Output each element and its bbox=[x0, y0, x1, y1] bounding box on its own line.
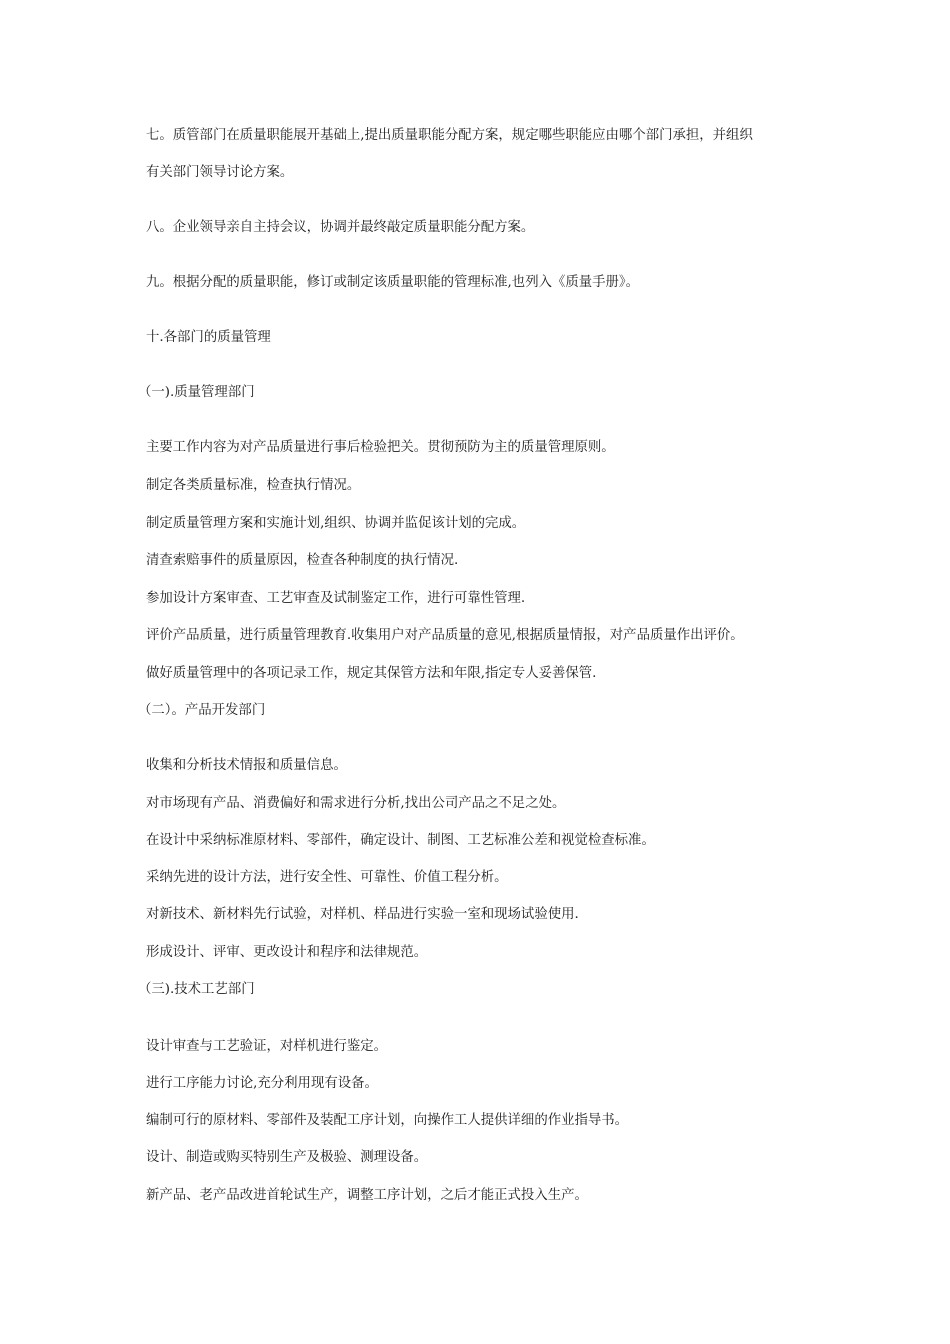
paragraph-10-heading: 十.各部门的质量管理 bbox=[146, 330, 271, 345]
section-1-item: 清查索赔事件的质量原因，检查各种制度的执行情况. bbox=[146, 553, 459, 568]
paragraph-7-line-1: 七。质管部门在质量职能展开基础上,提出质量职能分配方案，规定哪些职能应由哪个部门承担，并组织 bbox=[146, 128, 753, 143]
section-2-item: 形成设计、评审、更改设计和程序和法律规范。 bbox=[146, 945, 428, 960]
section-3-item: 编制可行的原材料、零部件及装配工序计划，向操作工人提供详细的作业指导书。 bbox=[146, 1113, 629, 1128]
section-1-item: 评价产品质量，进行质量管理教育.收集用户对产品质量的意见,根据质量情报，对产品质量作出评价。 bbox=[146, 628, 744, 643]
section-3-item: 新产品、老产品改进首轮试生产，调整工序计划，之后才能正式投入生产。 bbox=[146, 1188, 588, 1203]
section-1-item: 制定各类质量标准，检查执行情况。 bbox=[146, 478, 361, 493]
section-1-item: 制定质量管理方案和实施计划,组织、协调并监促该计划的完成。 bbox=[146, 516, 526, 531]
section-3-item: 进行工序能力讨论,充分利用现有设备。 bbox=[146, 1076, 378, 1091]
section-1-item: 参加设计方案审查、工艺审查及试制鉴定工作，进行可靠性管理. bbox=[146, 591, 526, 606]
section-2-item: 在设计中采纳标准原材料、零部件，确定设计、制图、工艺标准公差和视觉检查标准。 bbox=[146, 833, 655, 848]
paragraph-7-line-2: 有关部门领导讨论方案。 bbox=[146, 165, 294, 180]
section-1-item: 主要工作内容为对产品质量进行事后检验把关。贯彻预防为主的质量管理原则。 bbox=[146, 440, 615, 455]
section-1-item: 做好质量管理中的各项记录工作，规定其保管方法和年限,指定专人妥善保管. bbox=[146, 666, 597, 681]
section-3-heading: （三).技术工艺部门 bbox=[138, 982, 255, 997]
section-2-item: 对市场现有产品、消费偏好和需求进行分析,找出公司产品之不足之处。 bbox=[146, 796, 566, 811]
paragraph-9: 九。根据分配的质量职能，修订或制定该质量职能的管理标准,也列入《质量手册》。 bbox=[146, 275, 640, 290]
section-3-item: 设计、制造或购买特别生产及极验、测理设备。 bbox=[146, 1150, 428, 1165]
section-2-item: 采纳先进的设计方法，进行安全性、可靠性、价值工程分析。 bbox=[146, 870, 508, 885]
paragraph-8: 八。企业领导亲自主持会议，协调并最终敲定质量职能分配方案。 bbox=[146, 220, 535, 235]
section-2-item: 对新技术、新材料先行试验，对样机、样品进行实验一室和现场试验使用. bbox=[146, 907, 579, 922]
section-2-heading: （二）。产品开发部门 bbox=[138, 703, 266, 718]
section-3-item: 设计审查与工艺验证，对样机进行鉴定。 bbox=[146, 1039, 388, 1054]
section-1-heading: （一).质量管理部门 bbox=[138, 385, 255, 400]
section-2-item: 收集和分析技术情报和质量信息。 bbox=[146, 758, 347, 773]
